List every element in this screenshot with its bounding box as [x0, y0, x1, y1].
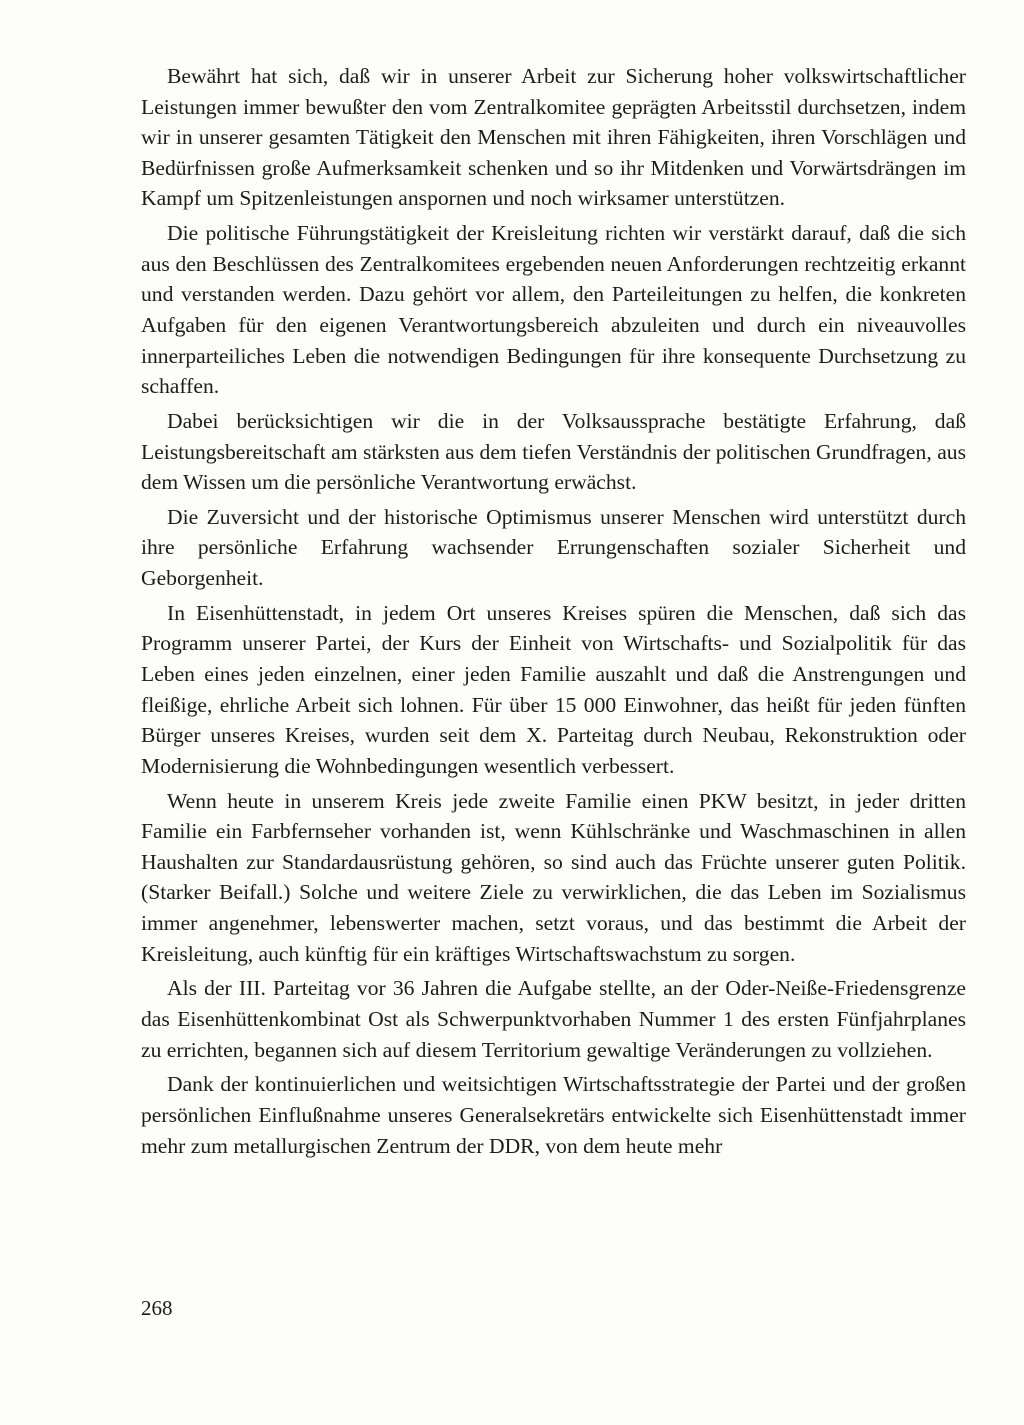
- paragraph-4: Die Zuversicht und der historische Optimismus unserer Menschen wird unterstützt durch ihre persönliche Erfahrung wachsender Errungenschaften sozialer Sicherheit und Geborgenheit.: [141, 504, 966, 591]
- paragraph-2: Die politische Führungstätigkeit der Kreisleitung richten wir verstärkt darauf, daß die sich aus den Beschlüssen des Zentralkomitees ergebenden neuen Anforderungen rechtzeitig erkannt und verstanden werden. Dazu gehört vor allem, den Parteileitungen zu helfen, die konkreten Aufgaben für den eigenen Verantwortungsbereich abzuleiten und durch ein niveauvolles innerparteiliches Leben die notwendigen Bedingungen für ihre konsequente Durchsetzung zu schaffen.: [141, 221, 966, 399]
- body-text: [141, 61, 966, 1165]
- page-number: 268: [141, 1296, 173, 1320]
- paragraph-5: In Eisenhüttenstadt, in jedem Ort unseres Kreises spüren die Menschen, daß sich das Programm unserer Partei, der Kurs der Einheit von Wirtschafts- und Sozialpolitik für das Leben eines jeden einzelnen, einer jeden Familie auszahlt und daß die Anstrengungen und fleißige, ehrliche Arbeit sich lohnen. Für über 15 000 Einwohner, das heißt für jeden fünften Bürger unseres Kreises, wurden seit dem X. Parteitag durch Neubau, Rekonstruktion oder Modernisierung die Wohnbedingungen wesentlich verbessert.: [141, 600, 966, 778]
- paragraph-8: Dank der kontinuierlichen und weitsichtigen Wirtschaftsstrategie der Partei und der großen persönlichen Einflußnahme unseres Generalsekretärs entwickelte sich Eisenhüttenstadt immer mehr zum metallurgischen Zentrum der DDR, von dem heute mehr: [141, 1072, 966, 1158]
- paragraph-6: Wenn heute in unserem Kreis jede zweite Familie einen PKW besitzt, in jeder dritten Familie ein Farbfernseher vorhanden ist, wenn Kühlschränke und Waschmaschinen in allen Haushalten zur Standardausrüstung gehören, so sind auch das Früchte unserer guten Politik. (Starker Beifall.) Solche und weitere Ziele zu verwirklichen, die das Leben im Sozialismus immer angenehmer, lebenswerter machen, setzt voraus, und das bestimmt die Arbeit der Kreisleitung, auch künftig für ein kräftiges Wirtschaftswachstum zu sorgen.: [141, 788, 966, 966]
- paragraph-3: Dabei berücksichtigen wir die in der Volksaussprache bestätigte Erfahrung, daß Leistungsbereitschaft am stärksten aus dem tiefen Verständnis der politischen Grundfragen, aus dem Wissen um die persönliche Verantwortung erwächst.: [141, 408, 966, 495]
- paragraph-1: Bewährt hat sich, daß wir in unserer Arbeit zur Sicherung hoher volkswirtschaftlicher Leistungen immer bewußter den vom Zentralkomitee geprägten Arbeitsstil durchsetzen, indem wir in unserer gesamten Tätigkeit den Menschen mit ihren Fähigkeiten, ihren Vorschlägen und Bedürfnissen große Aufmerksamkeit schenken und so ihr Mitdenken und Vorwärtsdrängen im Kampf um Spitzenleistungen anspornen und noch wirksamer unterstützen.: [141, 64, 966, 211]
- paragraph-7: Als der III. Parteitag vor 36 Jahren die Aufgabe stellte, an der Oder-Neiße-Friedensgrenze das Eisenhüttenkombinat Ost als Schwerpunktvorhaben Nummer 1 des ersten Fünfjahrplanes zu errichten, begannen sich auf diesem Territorium gewaltige Veränderungen zu vollziehen.: [141, 976, 966, 1062]
